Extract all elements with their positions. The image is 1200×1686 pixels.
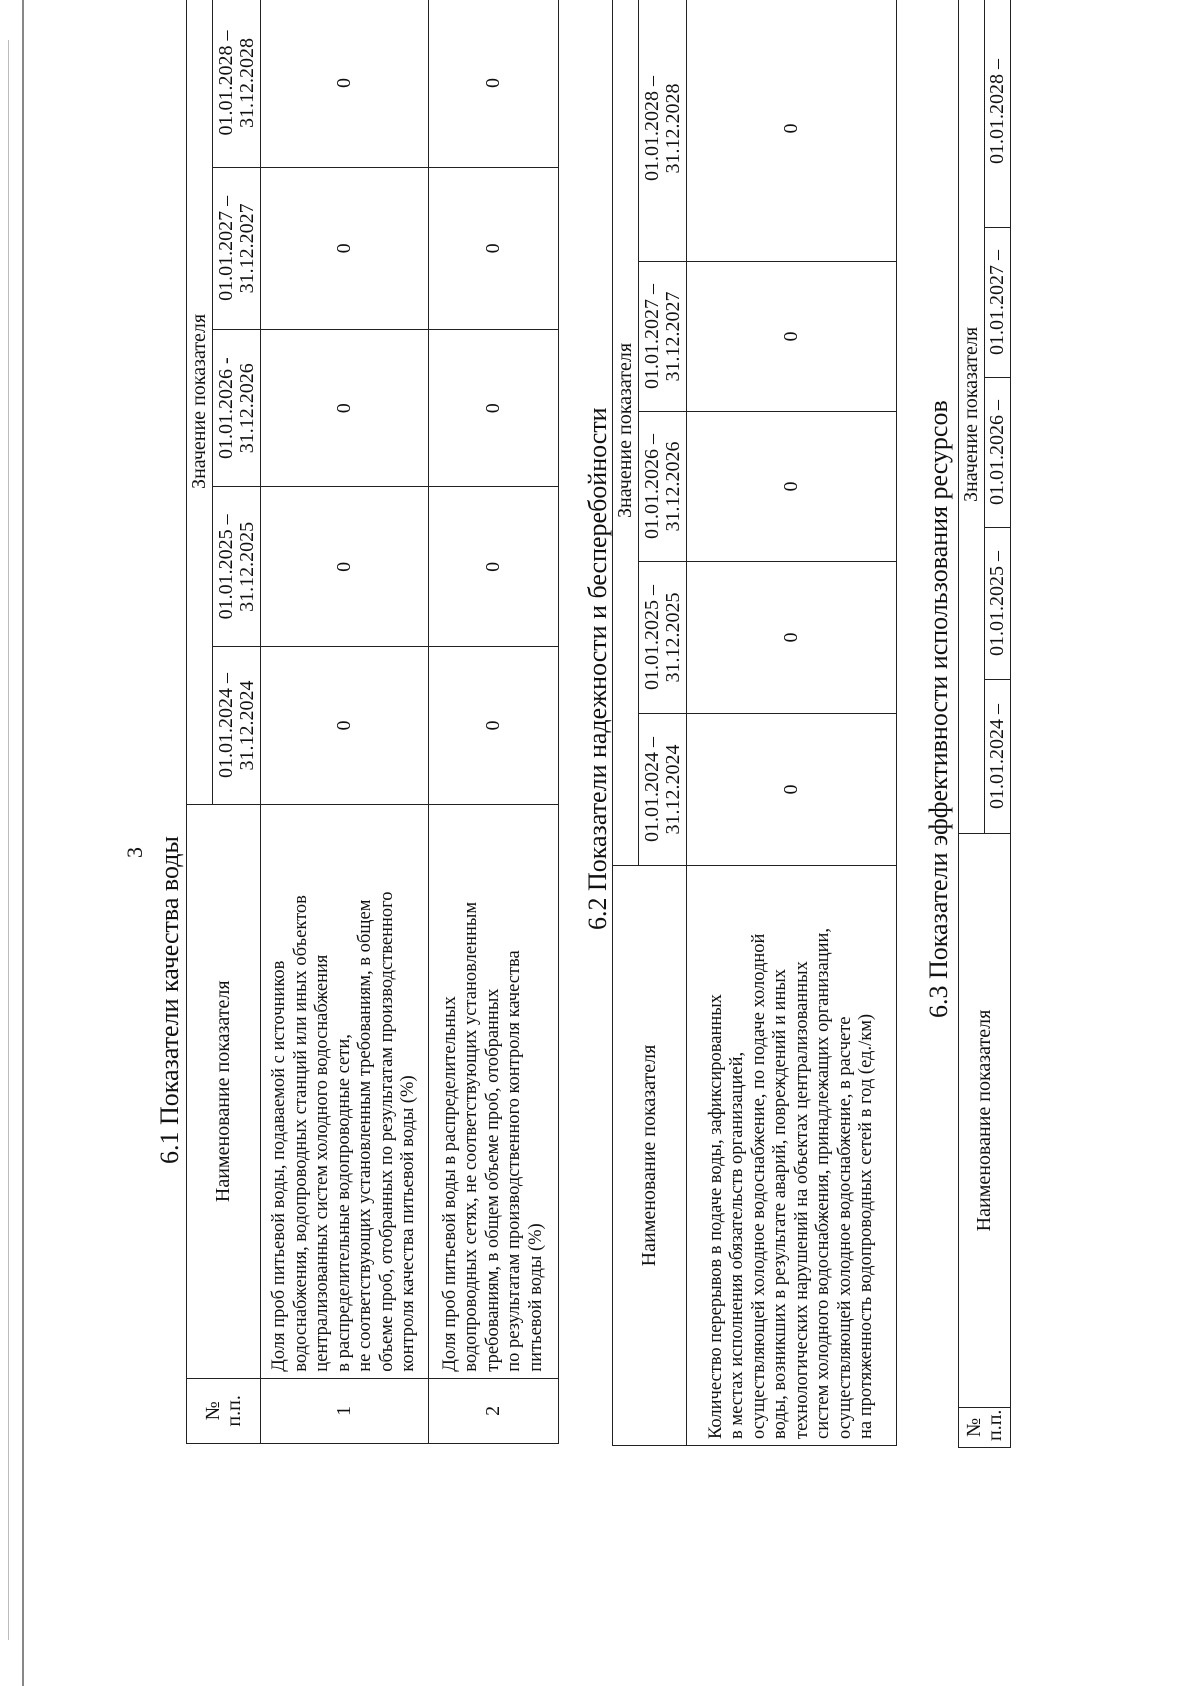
text-line: в распределительные водопроводные сети, (333, 1034, 354, 1372)
row-number: 1 (261, 1378, 429, 1443)
water-quality-table (186, 0, 559, 1444)
col-header-name: Наименование показателя (959, 834, 1011, 1408)
period-line: 31.12.2028 (661, 83, 684, 174)
text-line: водоснабжения, водопроводных станций или иных объектов (290, 895, 311, 1372)
table-row (687, 0, 897, 1446)
period-line: 31.12.2027 (661, 291, 684, 382)
text-line: не соответствующих установленным требованиям, в общем (355, 899, 376, 1372)
indicator-value: 0 (429, 0, 559, 167)
text-line: централизованных систем холодного водоснабжения (312, 954, 333, 1372)
text-line: водопроводных сетях, не соответствующих установленным (461, 901, 482, 1372)
period-line: 31.12.2028 (235, 37, 258, 128)
period-line: 31.12.2025 (235, 521, 258, 612)
period-header (213, 0, 261, 167)
section-title-6-3: 6.3 Показатели эффективности использования ресурсов (924, 400, 953, 1018)
period-header: 01.01.2025 – (985, 528, 1011, 680)
section-title-6-2: 6.2 Показатели надежности и бесперебойности (583, 407, 612, 930)
period-line: 01.01.2024 – (214, 673, 237, 779)
indicator-value: 0 (261, 167, 429, 329)
period-line: 01.01.2028 – (640, 75, 663, 181)
text-line: на протяженность водопроводных сетей в год (ед./км) (856, 1013, 876, 1439)
text-line: в местах исполнения обязательств организацией, (727, 1051, 747, 1439)
indicator-value: 0 (261, 487, 429, 647)
text-line: технологических нарушений на объектах централизованных (791, 961, 812, 1439)
col-header-num-line: п.п. (222, 1395, 245, 1427)
text-line: осуществляющей холодное водоснабжение, по подаче холодной (748, 933, 769, 1439)
period-line: 01.01.2026 - (214, 357, 237, 460)
period-line: 01.01.2026 – (640, 434, 663, 539)
period-line: 31.12.2027 (235, 203, 258, 294)
indicator-value: 0 (261, 0, 429, 167)
period-header: 01.01.2024 – (985, 680, 1011, 834)
col-header-name: Наименование показателя (187, 804, 261, 1378)
indicator-name (261, 804, 429, 1378)
period-line: 31.12.2026 (235, 363, 258, 454)
col-header-value-group: Значение показателя (959, 0, 985, 834)
period-header (213, 487, 261, 647)
text-line: объеме проб, отобранных по результатам производственного (376, 891, 397, 1372)
table-row (261, 0, 429, 1444)
period-header (639, 412, 687, 562)
indicator-value: 0 (429, 167, 559, 329)
indicator-value: 0 (261, 329, 429, 487)
reliability-table (612, 0, 897, 1446)
period-line: 31.12.2024 (661, 744, 684, 835)
period-header (213, 647, 261, 805)
col-header-num-line: № (962, 1417, 985, 1438)
period-header (639, 0, 687, 262)
indicator-value: 0 (429, 647, 559, 805)
text-line: Количество перерывов в подаче воды, зафиксированных (705, 994, 726, 1439)
period-header (213, 329, 261, 487)
indicator-value: 0 (687, 562, 897, 714)
period-header: 01.01.2026 – (985, 378, 1011, 528)
col-header-value-group: Значение показателя (613, 0, 639, 866)
period-line: 01.01.2027 – (214, 195, 237, 301)
indicator-value: 0 (687, 714, 897, 866)
period-header: 01.01.2028 – (985, 0, 1011, 228)
text-line: питьевой воды (%) (525, 1223, 546, 1372)
col-header-num (187, 1378, 261, 1443)
indicator-value: 0 (261, 647, 429, 805)
page-number: 3 (122, 847, 147, 858)
period-line: 31.12.2024 (235, 680, 258, 771)
section-title-6-1: 6.1 Показатели качества воды (155, 836, 184, 1164)
text-line: Доля проб питьевой воды, подаваемой с источников (269, 960, 290, 1372)
text-line: систем холодного водоснабжения, принадлежащих организации, (813, 927, 833, 1439)
period-header (213, 167, 261, 329)
indicator-name (687, 866, 897, 1446)
table-row (429, 0, 559, 1444)
period-header (639, 714, 687, 866)
indicator-value: 0 (429, 487, 559, 647)
indicator-value: 0 (429, 329, 559, 487)
col-header-name: Наименование показателя (613, 866, 687, 1446)
text-line: требованиям, в общем объеме проб, отобранных (482, 988, 503, 1372)
indicator-value: 0 (687, 262, 897, 412)
indicator-value: 0 (687, 0, 897, 262)
period-line: 31.12.2025 (661, 592, 684, 683)
text-line: по результатам производственного контроля качества (504, 950, 525, 1372)
col-header-value-group: Значение показателя (187, 0, 213, 804)
col-header-num-line: № (201, 1401, 224, 1421)
period-header (639, 562, 687, 714)
period-header (639, 262, 687, 412)
period-line: 01.01.2027 – (640, 284, 663, 389)
col-header-num-line: п.п. (983, 1409, 1006, 1441)
indicator-value: 0 (687, 412, 897, 562)
period-line: 01.01.2028 – (214, 30, 237, 136)
text-line: контроля качества питьевой воды (%) (398, 1075, 419, 1372)
period-line: 01.01.2024 – (640, 737, 663, 842)
resource-efficiency-table (958, 0, 1011, 1448)
period-header: 01.01.2027 – (985, 228, 1011, 378)
text-line: осуществляющей холодное водоснабжение, в расчете (834, 1016, 855, 1439)
text-line: Доля проб питьевой воды в распределительных (439, 996, 460, 1372)
col-header-num (959, 1408, 1011, 1448)
period-line: 01.01.2025 – (640, 585, 663, 690)
period-line: 01.01.2025 – (214, 514, 237, 620)
period-line: 31.12.2026 (661, 441, 684, 532)
text-line: воды, возникших в результате аварий, повреждений и иных (770, 968, 790, 1439)
indicator-name (429, 804, 559, 1378)
row-number: 2 (429, 1378, 559, 1443)
